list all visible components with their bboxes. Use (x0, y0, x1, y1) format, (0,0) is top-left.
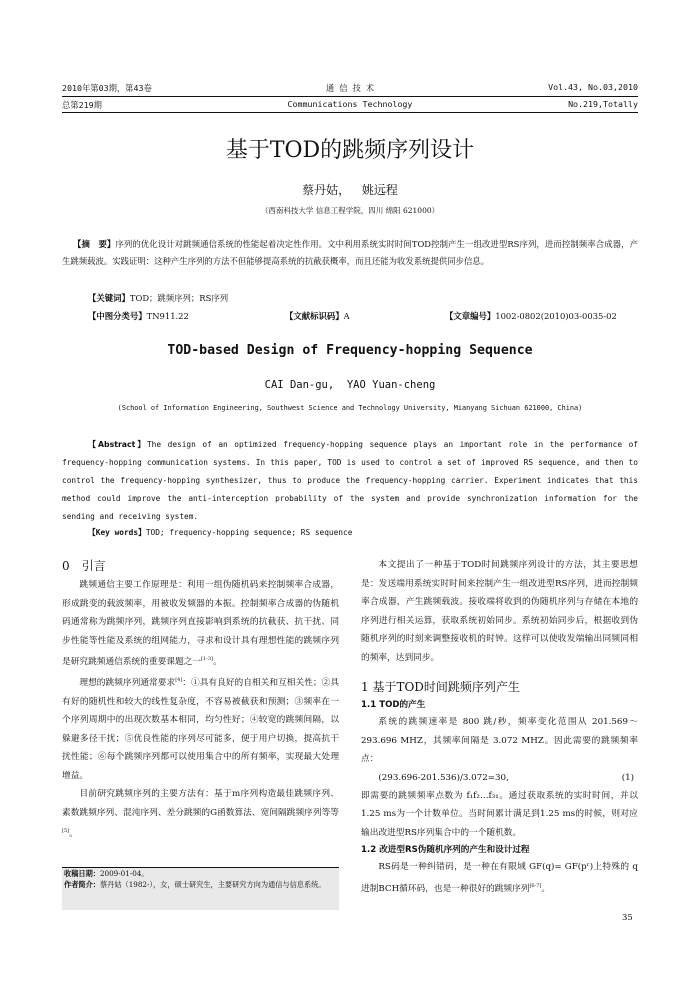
doc-value: A (343, 311, 350, 321)
journal-volume-en: Vol.43, No.03,2010 (548, 82, 638, 92)
journal-issue: 2010年第03期，第43卷 (62, 83, 152, 93)
authors-cn: 蔡丹姑， 姚远程 (302, 183, 398, 197)
authors-en: CAI Dan-gu, YAO Yuan-cheng (264, 379, 436, 391)
affiliation-en: (School of Information Engineering, Southwest Science and Technology University, Mianyang Sichuan 621000, China) (117, 404, 583, 412)
right-column (361, 556, 638, 898)
received-value: 2009-01-04。 (99, 869, 149, 878)
header-rule-bottom (62, 112, 638, 113)
clc-number (88, 309, 189, 323)
subsection-1-2-heading: 1.2 改进型RS伪随机序列的产生和设计过程 (361, 845, 530, 855)
subsection-1-1-heading: 1.1 TOD的产生 (361, 700, 426, 710)
footnote (64, 868, 337, 890)
keywords-cn (88, 290, 638, 307)
abstract-en-text: The design of an optimized frequency-hopping sequence plays an important role in the performance of frequency-hopping communication systems. In this paper, TOD is used to control a set of improved RS sequence, and then to control the frequency-hopping synthesizer, thus to produce the frequency-hopping carrier. Experiment indicates that this method could improve the anti-interception probability of the system and provide synchronization information for the sending and receiving system. (62, 440, 638, 521)
s0p3-end: 。 (69, 829, 78, 840)
section-0-paragraph-3 (62, 785, 339, 843)
section-1-heading: 1 基于TOD时间跳频序列产生 (361, 680, 520, 694)
section-0-paragraph-4: 本文提出了一种基于TOD时间跳频序列设计的方法，其主要思想是：发送端用系统实时时间来控制产生一组改进型RS序列，进而控制频率合成器，产生跳频载波。接收端将收到的伪随机序列与存储在本地的序列进行相关运算，获取系统初始同步。系统初始同步后，根据收到伪随机序列的时刻来调整接收机的时钟。这样可以使收发端输出同频同相的频率，达到同步。 (361, 560, 638, 663)
keywords-cn-text: TOD；跳频序列；RS序列 (129, 293, 229, 303)
s0p3-text: 目前研究跳频序列的主要方法有：基于m序列构造最佳跳频序列、素数跳频序列、混沌序列、差分跳频的G函数算法、宽间隔跳频序列等等 (62, 789, 339, 818)
affiliation-cn: （西南科技大学 信息工程学院，四川 绵阳 621000） (260, 206, 440, 215)
citation-ref: [1-3] (201, 656, 213, 662)
art-value: 1002-0802(2010)03-0035-02 (495, 311, 617, 321)
s1p3-end: 。 (541, 883, 551, 894)
received-label: 收稿日期： (64, 869, 100, 878)
clc-label: 【中图分类号】 (88, 311, 147, 321)
keywords-en-label: 【Key words】 (88, 528, 146, 537)
citation-ref: [6-7] (529, 882, 542, 889)
paper-title-cn: 基于TOD的跳频序列设计 (225, 138, 475, 163)
abstract-en-label: 【Abstract】 (88, 440, 147, 449)
author-bio-text: 蔡丹姑（1982-），女，硕士研究生，主要研究方向为通信与信息系统。 (99, 880, 326, 889)
keywords-en-text: TOD; frequency-hopping sequence; RS sequence (145, 528, 353, 537)
author-bio (64, 879, 337, 890)
author-bio-label: 作者简介： (64, 880, 100, 889)
document-code (285, 309, 350, 323)
s0p1-text: 跳频通信主要工作原理是：利用一组伪随机码来控制频率合成器，形成跳变的载波频率，用被收发频器的本振。控制频率合成器的伪随机码通常称为跳频序列，跳频序列直接影响到系统的抗截获、抗干扰、同步性能等性能及系统的组网能力，寻求和设计具有理想性能的跳频序列是研究跳频通信系统的重要课题之一 (62, 580, 339, 667)
abstract-cn (62, 236, 638, 270)
s0p2-text-a: 理想的跳频序列通常要求 (79, 678, 176, 689)
keywords-en (88, 524, 638, 541)
section-1-paragraph-2: 即需要的跳频频率点数为 f₁f₂…f₃₁。通过获取系统的实时时间，并以1.25 ms为一个计数单位。当时间累计满足到1.25 ms的时候，则对应输出改进型RS序列集合中的一个随机数。 (361, 790, 638, 838)
s0p2-text-b: ：①具有良好的自相关和互相关性；②具有好的随机性和较大的线性复杂度，不容易被截获和预测；③频率在一个序列周期中的出现次数基本相同，均匀性好；④较宽的跳频间隔，以躲避多径干扰；⑤优良性能的序列尽可能多，便于用户切换，提高抗干扰性能；⑥每个跳频序列都可以使用集合中的所有频率，实现最大处理增益。 (62, 678, 340, 781)
received-date (64, 868, 337, 879)
keywords-cn-label: 【关键词】 (88, 293, 130, 303)
abstract-cn-text: 序列的优化设计对跳频通信系统的性能起着决定性作用。文中利用系统实时时间TOD控制产生一组改进型RS序列，进而控制频率合成器，产生跳频载波。实践证明：这种产生序列的方法不但能够提高系统的抗截获概率，而且还能为收发系统提供同步信息。 (62, 239, 638, 266)
citation-ref: [4] (175, 677, 183, 684)
paper-title-en: TOD-based Design of Frequency-hopping Sequence (167, 343, 533, 358)
s1p3-text: RS码是一种纠错码，是一种在有限域 GF(q)= GF(pʳ)上特殊的 q 进制BCH循环码，也是一种很好的跳频序列 (361, 862, 638, 894)
journal-name-cn: 通 信 技 术 (325, 83, 375, 93)
section-1-paragraph-1: 系统的跳频速率是 800 跳/秒，频率变化范围从 201.569～293.696 MHZ，其频率间隔是 3.072 MHZ。因此需要的跳频频率点： (361, 717, 638, 764)
doc-label: 【文献标识码】 (285, 311, 344, 321)
header-rule-top (62, 96, 638, 97)
section-0-heading: 0 引言 (62, 559, 106, 573)
journal-total-issue: 总第219期 (62, 100, 102, 110)
article-number (445, 309, 617, 323)
page-number: 35 (622, 913, 633, 923)
s0p1-end: 。 (212, 656, 222, 667)
clc-value: TN911.22 (146, 311, 189, 321)
left-column (62, 556, 339, 844)
equation-1-number: (1) (621, 772, 634, 783)
art-label: 【文章编号】 (445, 311, 496, 321)
abstract-cn-label: 【摘 要】 (73, 239, 116, 249)
equation-1-body: (293.696-201.536)/3.072=30, (378, 772, 509, 783)
journal-name-en: Communications Technology (287, 99, 413, 109)
section-0-paragraph-2 (62, 671, 339, 785)
equation-1 (361, 769, 638, 787)
journal-total-en: No.219,Totally (568, 99, 638, 109)
citation-ref: [5] (62, 828, 70, 835)
section-1-paragraph-3 (361, 858, 638, 898)
abstract-en (62, 436, 638, 526)
section-0-paragraph-1 (62, 576, 339, 671)
